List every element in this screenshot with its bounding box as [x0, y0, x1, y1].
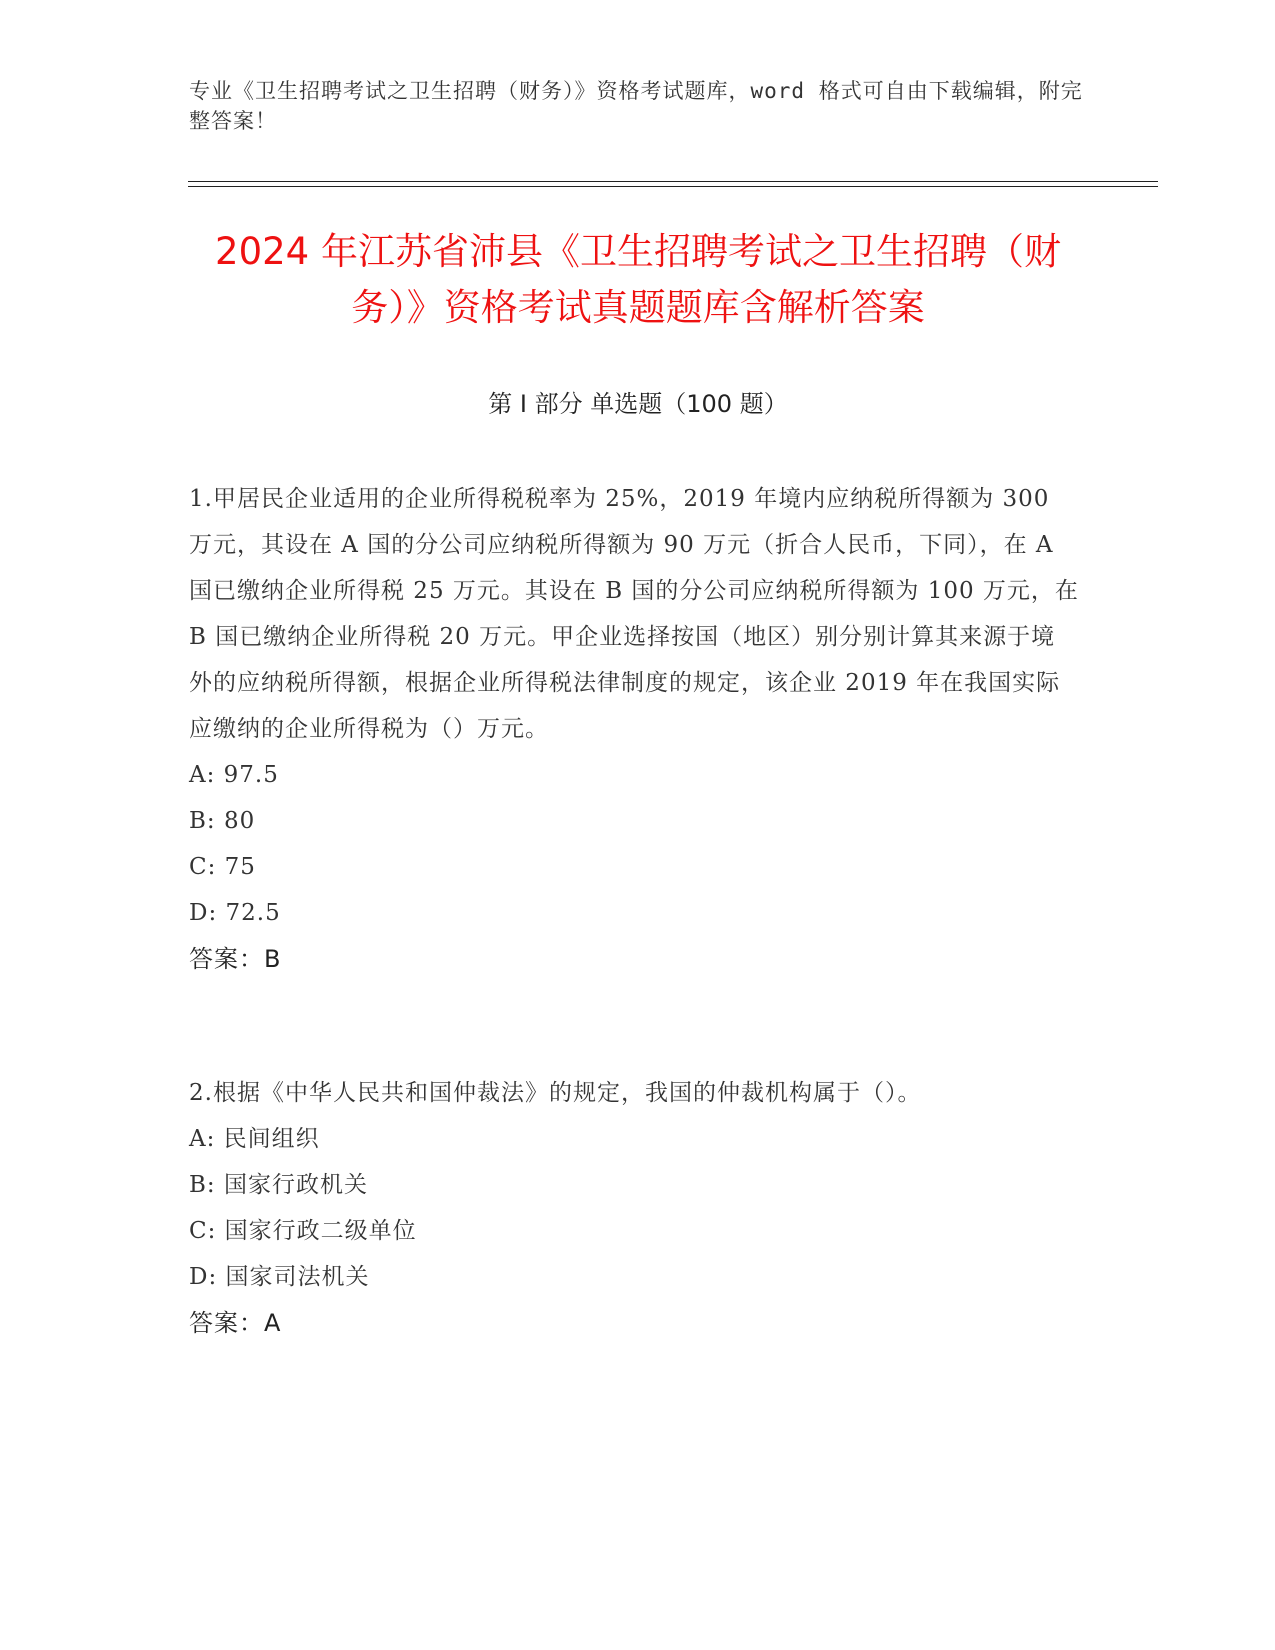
question-stem: 1.甲居民企业适用的企业所得税税率为 25%，2019 年境内应纳税所得额为 300 万元，其设在 A 国的分公司应纳税所得额为 90 万元（折合人民币，下同），在 A 国已缴纳企业所得税 25 万元。其设在 B 国的分公司应纳税所得额为 100 万元，在 B 国已缴纳企业所得税 20 万元。甲企业选择按国（地区）别分别计算其来源于境外的应纳税所得额，根据企业所得税法律制度的规定，该企业 2019 年在我国实际应缴纳的企业所得税为（）万元。 [189, 486, 1079, 742]
document-title: 2024 年江苏省沛县《卫生招聘考试之卫生招聘（财务）》资格考试真题题库含解析答案 [215, 230, 1061, 329]
header-note: 专业《卫生招聘考试之卫生招聘（财务）》资格考试题库，word 格式可自由下载编辑，附完整答案！ [189, 79, 1083, 133]
question-block [189, 1070, 1079, 1346]
question-stem: 2.根据《中华人民共和国仲裁法》的规定，我国的仲裁机构属于（）。 [189, 1080, 922, 1106]
header-divider-top [188, 181, 1158, 182]
option-b: B: 国家行政机关 [189, 1172, 368, 1198]
section-heading: 第 I 部分 单选题（100 题） [488, 390, 788, 418]
header-divider-bottom [188, 186, 1158, 187]
question-block [189, 476, 1079, 982]
answer-label: 答案：B [189, 945, 282, 973]
answer-label: 答案：A [189, 1309, 282, 1337]
option-a: A: 民间组织 [189, 1126, 320, 1152]
option-b: B: 80 [189, 808, 256, 834]
option-c: C: 国家行政二级单位 [189, 1218, 417, 1244]
option-d: D: 国家司法机关 [189, 1264, 370, 1290]
option-d: D: 72.5 [189, 900, 281, 926]
option-c: C: 75 [189, 854, 256, 880]
option-a: A: 97.5 [189, 762, 279, 788]
